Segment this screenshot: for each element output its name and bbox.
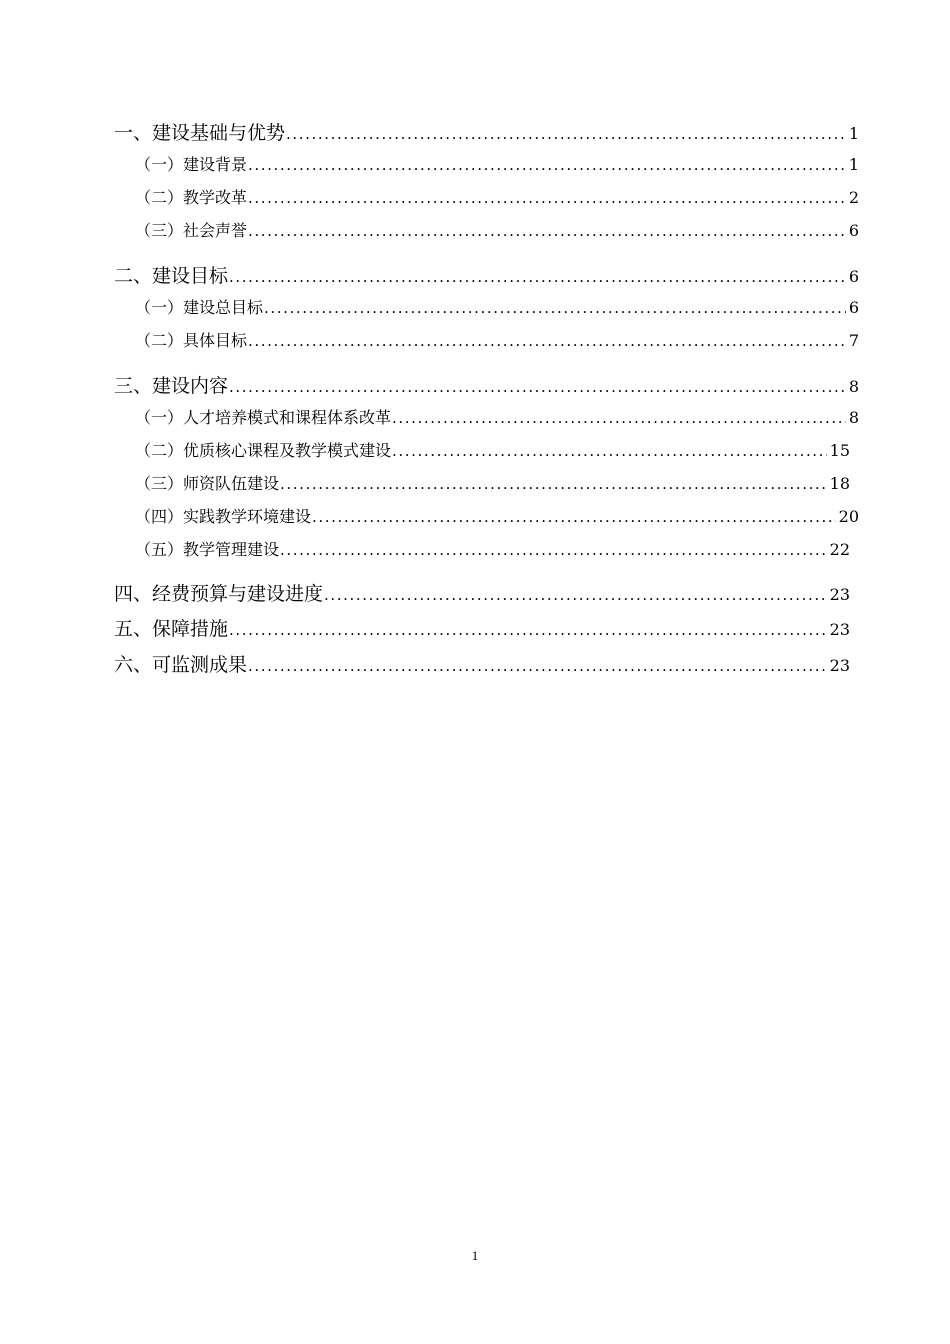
- toc-entry[interactable]: [135, 152, 859, 175]
- toc-entry-page: 22: [829, 540, 850, 559]
- toc-dot-leader: [264, 299, 846, 317]
- toc-entry-page: 8: [848, 408, 859, 427]
- toc-entry-label: 三、建设内容: [114, 375, 229, 397]
- toc-entry-label: （一）建设总目标: [135, 298, 264, 317]
- toc-entry[interactable]: [135, 405, 859, 428]
- toc-dot-leader: [229, 621, 827, 639]
- toc-entry-label: 二、建设目标: [114, 265, 229, 287]
- toc-entry[interactable]: [114, 118, 859, 145]
- toc-entry-label: （四）实践教学环境建设: [135, 507, 312, 526]
- toc-entry-label: （一）建设背景: [135, 155, 248, 174]
- toc-dot-leader: [312, 508, 836, 526]
- toc-entry[interactable]: [114, 650, 850, 677]
- toc-dot-leader: [248, 222, 846, 240]
- toc-entry[interactable]: [135, 185, 859, 208]
- toc-dot-leader: [248, 189, 846, 207]
- toc-entry-page: 20: [838, 507, 859, 526]
- toc-entry-label: （五）教学管理建设: [135, 540, 280, 559]
- toc-entry-label: （三）师资队伍建设: [135, 474, 280, 493]
- toc-entry[interactable]: [135, 504, 859, 527]
- toc-dot-leader: [286, 125, 846, 143]
- toc-entry[interactable]: [135, 218, 859, 241]
- toc-entry-page: 6: [848, 298, 859, 317]
- toc-entry-page: 23: [829, 585, 850, 604]
- toc-entry-label: 一、建设基础与优势: [114, 122, 286, 144]
- toc-entry[interactable]: [135, 295, 859, 318]
- toc-entry-label: （一）人才培养模式和课程体系改革: [135, 408, 392, 427]
- toc-entry-label: 四、经费预算与建设进度: [114, 583, 324, 605]
- toc-entry-page: 18: [829, 474, 850, 493]
- toc-entry-page: 23: [829, 620, 850, 639]
- toc-entry[interactable]: [114, 579, 850, 606]
- toc-entry-page: 1: [848, 155, 859, 174]
- toc-entry-label: （二）教学改革: [135, 188, 248, 207]
- toc-dot-leader: [324, 586, 827, 604]
- toc-entry-page: 2: [848, 188, 859, 207]
- toc-dot-leader: [248, 657, 827, 675]
- toc-entry-page: 15: [829, 441, 850, 460]
- toc-dot-leader: [392, 409, 846, 427]
- toc-entry[interactable]: [135, 438, 850, 461]
- toc-entry-label: 六、可监测成果: [114, 654, 248, 676]
- toc-entry[interactable]: [135, 328, 859, 351]
- toc-entry[interactable]: [135, 471, 850, 494]
- toc-dot-leader: [229, 378, 846, 396]
- toc-dot-leader: [280, 541, 827, 559]
- toc-entry-label: （二）具体目标: [135, 331, 248, 350]
- toc-entry-page: 6: [848, 267, 859, 286]
- toc-entry-label: 五、保障措施: [114, 618, 229, 640]
- toc-entry-page: 7: [848, 331, 859, 350]
- toc-entry-page: 23: [829, 656, 850, 675]
- toc-entry-page: 8: [848, 377, 859, 396]
- toc-entry-label: （二）优质核心课程及教学模式建设: [135, 441, 392, 460]
- toc-entry-page: 1: [848, 124, 859, 143]
- toc-entry[interactable]: [135, 537, 850, 560]
- toc-entry-label: （三）社会声誉: [135, 221, 248, 240]
- toc-dot-leader: [280, 475, 827, 493]
- toc-entry-page: 6: [848, 221, 859, 240]
- page-number: 1: [471, 1248, 479, 1263]
- toc-dot-leader: [248, 332, 846, 350]
- toc-entry[interactable]: [114, 261, 859, 288]
- toc-dot-leader: [248, 156, 846, 174]
- toc-entry[interactable]: [114, 614, 850, 641]
- toc-dot-leader: [229, 268, 846, 286]
- toc-entry[interactable]: [114, 371, 859, 398]
- toc-dot-leader: [392, 442, 827, 460]
